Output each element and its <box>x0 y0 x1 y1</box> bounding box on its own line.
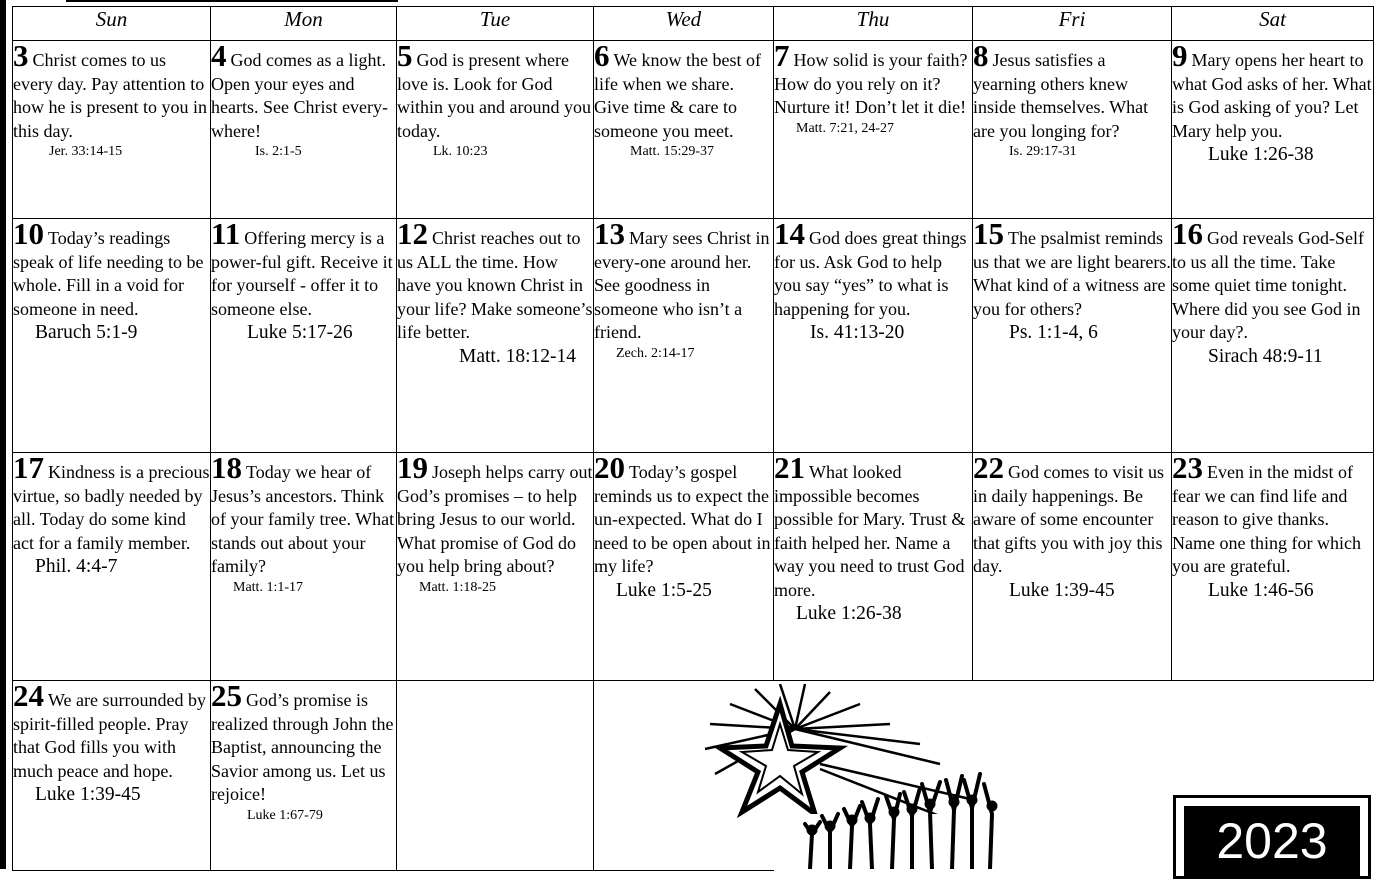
day-number: 10 <box>13 218 44 251</box>
scripture-ref: Matt. 15:29-37 <box>630 144 714 159</box>
weekday-header-row <box>13 7 1374 41</box>
day-reflection: We are surrounded by spirit-filled people. Pray that God fills you with much peace and hope. <box>13 690 206 781</box>
empty-cell <box>973 681 1172 871</box>
scripture-ref: Ps. 1:1-4, 6 <box>1009 322 1098 343</box>
day-reflection: Even in the midst of fear we can find life and reason to give thanks. Name one thing for which you are grateful. <box>1172 462 1361 576</box>
day-cell <box>594 453 774 681</box>
day-cell <box>774 41 973 219</box>
day-number: 24 <box>13 680 44 713</box>
day-number: 6 <box>594 40 610 73</box>
day-cell <box>211 681 397 871</box>
scripture-ref: Matt. 18:12-14 <box>459 345 576 367</box>
day-cell <box>594 219 774 453</box>
week-row <box>13 453 1374 681</box>
day-cell <box>397 219 594 453</box>
day-reflection: What looked impossible becomes possible for Mary. Trust & faith helped her. Name a way you need to trust God more. <box>774 462 966 600</box>
day-cell <box>397 41 594 219</box>
day-reflection: God does great things for us. Ask God to help you say “yes” to what is happening for you. <box>774 228 967 319</box>
day-reflection: God reveals God-Self to us all the time. Take some quiet time tonight. Where did you see God in your day?. <box>1172 228 1364 342</box>
empty-cell <box>397 681 594 871</box>
scripture-ref: Matt. 1:18-25 <box>419 579 496 595</box>
day-cell <box>973 453 1172 681</box>
day-number: 20 <box>594 452 625 485</box>
day-reflection: Kindness is a precious virtue, so badly needed by all. Today do some kind act for a family member. <box>13 462 210 553</box>
weekday-thu: Thu <box>774 7 973 41</box>
scripture-ref: Luke 1:5-25 <box>616 579 712 601</box>
day-reflection: God is present where love is. Look for God within you and around you today. <box>397 50 591 141</box>
day-reflection: We know the best of life when we share. Give time & care to someone you meet. <box>594 50 762 141</box>
day-number: 15 <box>973 218 1004 251</box>
scripture-ref: Zech. 2:14-17 <box>616 345 695 361</box>
weekday-sun: Sun <box>13 7 211 41</box>
year-badge <box>1173 795 1371 879</box>
day-cell <box>774 219 973 453</box>
scripture-ref: Luke 1:26-38 <box>1208 144 1314 165</box>
scripture-ref: Luke 5:17-26 <box>247 322 353 343</box>
scripture-ref: Luke 1:26-38 <box>796 603 902 624</box>
week-row <box>13 219 1374 453</box>
top-rule <box>66 0 398 2</box>
day-reflection: How solid is your faith? How do you rely on it? Nurture it! Don’t let it die! <box>774 50 968 117</box>
day-cell <box>1172 453 1374 681</box>
weekday-mon: Mon <box>211 7 397 41</box>
day-reflection: Today’s gospel reminds us to expect the un-expected. What do I need to be open about in my life? <box>594 462 771 576</box>
day-number: 11 <box>211 218 241 251</box>
scripture-ref: Matt. 1:1-17 <box>233 579 303 595</box>
day-reflection: Christ comes to us every day. Pay attention to how he is present to you in this day. <box>13 50 207 141</box>
day-number: 22 <box>973 452 1004 485</box>
day-cell <box>13 681 211 871</box>
scripture-ref: Baruch 5:1-9 <box>35 322 138 343</box>
day-reflection: Offering mercy is a power-ful gift. Receive it for yourself - offer it to someone else. <box>211 228 393 319</box>
day-cell <box>211 453 397 681</box>
day-cell <box>973 219 1172 453</box>
day-number: 13 <box>594 218 625 251</box>
page-edge-bar <box>0 0 6 869</box>
scripture-ref: Luke 1:46-56 <box>1208 579 1314 601</box>
day-cell <box>397 453 594 681</box>
day-cell <box>774 453 973 681</box>
day-cell <box>1172 219 1374 453</box>
day-reflection: God’s promise is realized through John the Baptist, announcing the Savior among us. Let us rejoice! <box>211 690 394 804</box>
day-number: 18 <box>211 452 242 485</box>
weekday-wed: Wed <box>594 7 774 41</box>
day-cell <box>211 41 397 219</box>
day-reflection: The psalmist reminds us that we are light bearers. What kind of a witness are you for others? <box>973 228 1171 319</box>
day-reflection: God comes as a light. Open your eyes and hearts. See Christ every-where! <box>211 50 388 141</box>
star-and-crowd-illustration <box>700 684 1000 869</box>
week-row <box>13 41 1374 219</box>
day-number: 16 <box>1172 218 1203 251</box>
scripture-ref: Luke 1:67-79 <box>247 807 323 823</box>
scripture-ref: Is. 29:17-31 <box>1009 144 1077 159</box>
day-cell <box>13 219 211 453</box>
day-reflection: God comes to visit us in daily happenings. Be aware of some encounter that gifts you with joy this day. <box>973 462 1164 576</box>
day-reflection: Mary sees Christ in every-one around her. See goodness in someone who isn’t a friend. <box>594 228 770 342</box>
week-row <box>13 681 1374 871</box>
year-label: 2023 <box>1184 806 1360 876</box>
day-reflection: Mary opens her heart to what God asks of her. What is God asking of you? Let Mary help you. <box>1172 50 1372 141</box>
day-number: 17 <box>13 452 44 485</box>
scripture-ref: Is. 2:1-5 <box>255 144 302 159</box>
day-number: 8 <box>973 40 989 73</box>
day-number: 25 <box>211 680 242 713</box>
day-cell <box>973 41 1172 219</box>
day-number: 12 <box>397 218 428 251</box>
day-cell <box>211 219 397 453</box>
scripture-ref: Phil. 4:4-7 <box>35 556 118 577</box>
day-cell <box>13 41 211 219</box>
day-reflection: Today’s readings speak of life needing to be whole. Fill in a void for someone in need. <box>13 228 204 319</box>
day-cell <box>1172 41 1374 219</box>
day-number: 19 <box>397 452 428 485</box>
day-number: 23 <box>1172 452 1203 485</box>
day-number: 14 <box>774 218 805 251</box>
day-reflection: Joseph helps carry out God’s promises – to help bring Jesus to our world. What promise of God do you help bring about? <box>397 462 593 576</box>
scripture-ref: Luke 1:39-45 <box>35 784 141 805</box>
scripture-ref: Jer. 33:14-15 <box>49 144 123 159</box>
day-cell <box>13 453 211 681</box>
weekday-sat: Sat <box>1172 7 1374 41</box>
scripture-ref: Is. 41:13-20 <box>810 322 905 343</box>
day-number: 4 <box>211 40 227 73</box>
scripture-ref: Lk. 10:23 <box>433 144 488 159</box>
scripture-ref: Matt. 7:21, 24-27 <box>796 120 894 136</box>
day-number: 21 <box>774 452 805 485</box>
scripture-ref: Sirach 48:9-11 <box>1208 345 1323 367</box>
day-number: 5 <box>397 40 413 73</box>
day-number: 7 <box>774 40 790 73</box>
day-cell <box>594 41 774 219</box>
weekday-fri: Fri <box>973 7 1172 41</box>
scripture-ref: Luke 1:39-45 <box>1009 579 1115 601</box>
day-reflection: Jesus satisfies a yearning others knew inside themselves. What are you longing for? <box>973 50 1149 141</box>
day-reflection: Christ reaches out to us ALL the time. How have you known Christ in your life? Make someone’s life better. <box>397 228 593 342</box>
calendar-grid <box>12 6 1374 871</box>
day-number: 9 <box>1172 40 1188 73</box>
weekday-tue: Tue <box>397 7 594 41</box>
day-number: 3 <box>13 40 29 73</box>
day-reflection: Today we hear of Jesus’s ancestors. Think of your family tree. What stands out about your family? <box>211 462 395 576</box>
